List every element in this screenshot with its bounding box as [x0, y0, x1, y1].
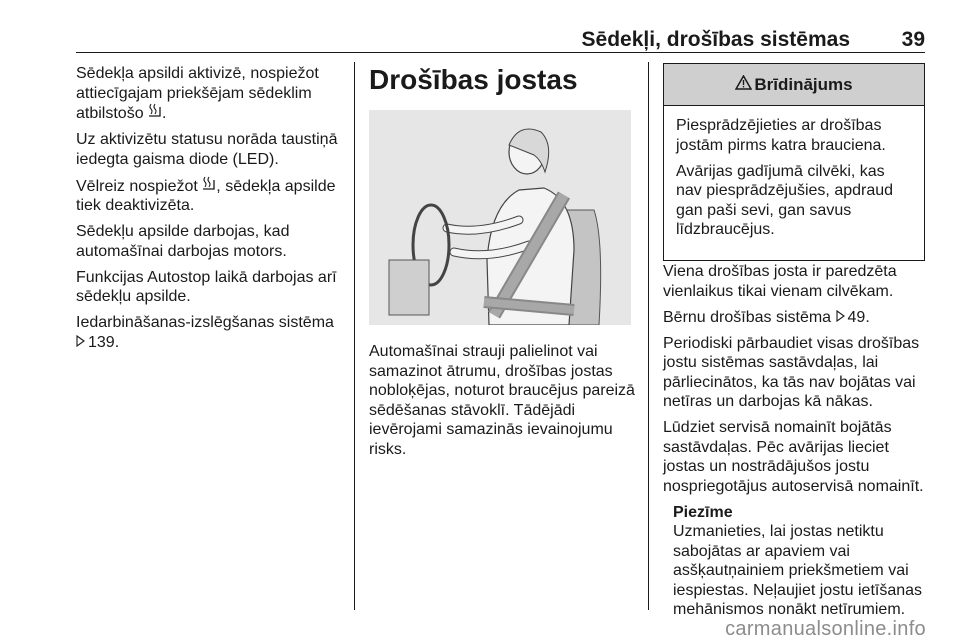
warning-header	[664, 64, 924, 106]
note-text: Uzmanieties, lai jostas netiktu sabojātas ar apaviem vai asšķautņainiem priekšmetiem vai iespiestas. Neļaujiet jostu ietīšanas mehānismos nonākt netīrumiem.	[673, 523, 923, 618]
paragraph-replace: Lūdziet servisā nomainīt bojātās sastāvdaļas. Pēc avārijas lieciet jostas un nostrādājušos jostu nospriegotājus autoservisā nomainīt.	[663, 419, 924, 495]
paragraph-autostop: Funkcijas Autostop laikā darbojas arī sēdekļu apsilde.	[76, 268, 337, 305]
paragraph-engine: Sēdekļu apsilde darbojas, kad automašīnai darbojas motors.	[76, 223, 290, 260]
warning-title: Brīdinājums	[754, 74, 853, 94]
header-rule	[76, 52, 925, 53]
warning-box	[663, 63, 925, 261]
paragraph-deactivate: Vēlreiz nospiežot , sēdekļa apsilde tiek deaktivizēta.	[76, 177, 336, 214]
column-seat-belts	[369, 64, 637, 96]
running-header-title: Sēdekļi, drošības sistēmas	[581, 28, 850, 51]
paragraph-activate: Sēdekļa apsildi aktivizē, nospiežot attiecīgajam priekšējam sēdeklim atbilstošo .	[76, 65, 319, 122]
page-reference-link[interactable]: 139.	[88, 333, 120, 351]
column-divider-left	[354, 62, 355, 610]
paragraph-child-restraint: Bērnu drošības sistēma 49.	[663, 308, 870, 326]
paragraph-led: Uz aktivizētu statusu norāda taustiņā iedegta gaisma diode (LED).	[76, 131, 338, 168]
column-belt-info	[663, 262, 925, 620]
seat-belt-illustration	[369, 110, 631, 325]
warning-paragraph: Avārijas gadījumā cilvēki, kas nav piesprādzējušies, apdraud gan paši sevi, gan savus līdzbraucējus.	[676, 162, 894, 238]
paragraph-inspect: Periodiski pārbaudiet visas drošības jostu sistēmas sastāvdaļas, lai pārliecinātos, ka tās nav bojātas vai netīras un darbojas kā nākas.	[663, 334, 920, 410]
paragraph-one-person: Viena drošības josta ir paredzēta vienlaikus tikai vienam cilvēkam.	[663, 263, 897, 300]
warning-paragraph: Piesprādzējieties ar drošības jostām pirms katra brauciena.	[676, 117, 886, 154]
seat-heater-icon	[148, 103, 162, 124]
watermark: carmanualsonline.info	[725, 618, 926, 640]
seat-belt-drawing	[369, 110, 631, 325]
note-title: Piezīme	[673, 503, 733, 521]
seat-heater-icon	[202, 176, 216, 197]
page-reference-arrow-icon	[836, 308, 845, 328]
page-reference-link[interactable]: 49.	[847, 308, 870, 326]
paragraph-start-stop: Iedarbināšanas-izslēgšanas sistēma 139.	[76, 314, 334, 351]
note-block	[673, 503, 925, 620]
column-seat-heating	[76, 64, 346, 359]
figure-caption: Automašīnai strauji palielinot vai samazinot ātrumu, drošības jostas nobloķējas, noturot braucējus pareizā sēdēšanas stāvoklī. Tādējādi ievērojami samazinās ievainojumu risks.	[369, 343, 635, 458]
column-divider-right	[648, 62, 649, 610]
section-heading: Drošības jostas	[369, 64, 578, 95]
page-number: 39	[901, 28, 925, 51]
warning-body	[664, 106, 924, 240]
warning-triangle-icon	[735, 75, 752, 95]
page-reference-arrow-icon	[76, 333, 85, 353]
